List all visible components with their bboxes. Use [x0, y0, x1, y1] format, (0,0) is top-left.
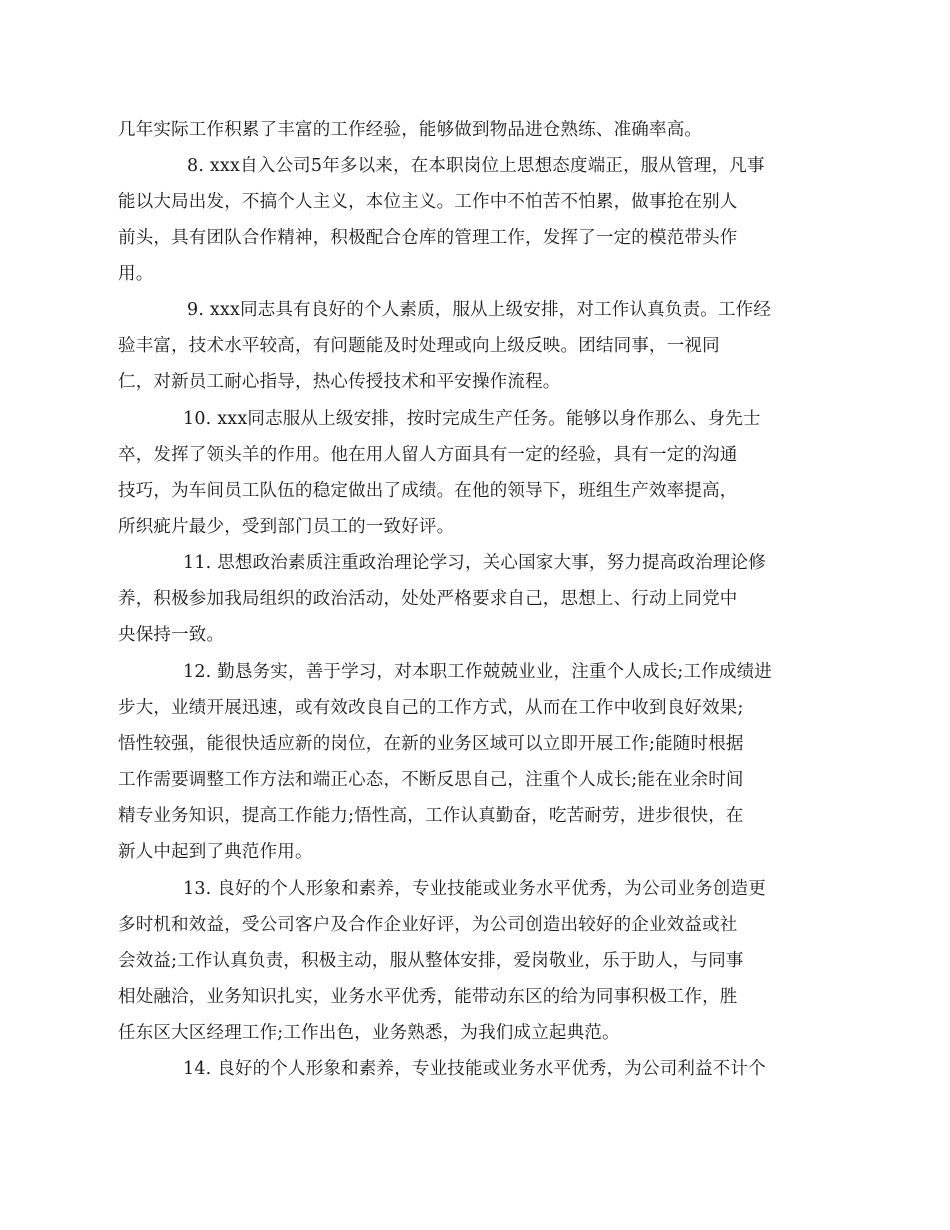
text-line: 所织疵片最少，受到部门员工的一致好评。	[118, 517, 455, 537]
text-line: 验丰富，技术水平较高，有问题能及时处理或向上级反映。团结同事，一视同	[118, 336, 720, 356]
text-line: 11. 思想政治素质注重政治理论学习，关心国家大事，努力提高政治理论修	[183, 553, 766, 573]
text-line: 12. 勤恳务实，善于学习，对本职工作兢兢业业，注重个人成长;工作成绩进	[183, 662, 772, 682]
text-line: 悟性较强，能很快适应新的岗位，在新的业务区域可以立即开展工作;能随时根据	[118, 734, 744, 754]
text-line: 10. xxx同志服从上级安排，按时完成生产任务。能够以身作那么、身先士	[183, 409, 761, 429]
text-line: 养，积极参加我局组织的政治活动，处处严格要求自己，思想上、行动上同党中	[118, 589, 738, 609]
text-line: 新人中起到了典范作用。	[118, 842, 313, 862]
text-line: 8. xxx自入公司5年多以来，在本职岗位上思想态度端正，服从管理，凡事	[187, 156, 765, 176]
text-line: 14. 良好的个人形象和素养，专业技能或业务水平优秀，为公司利益不计个	[183, 1059, 766, 1079]
text-line: 步大，业绩开展迅速，或有效改良自己的工作方式，从而在工作中收到良好效果;	[118, 698, 744, 718]
text-line: 几年实际工作积累了丰富的工作经验，能够做到物品进仓熟练、准确率高。	[118, 120, 703, 140]
text-line: 能以大局出发，不搞个人主义，本位主义。工作中不怕苦不怕累，做事抢在别人	[118, 192, 738, 212]
text-line: 任东区大区经理工作;工作出色，业务熟悉，为我们成立起典范。	[118, 1023, 620, 1043]
text-line: 仁，对新员工耐心指导，热心传授技术和平安操作流程。	[118, 372, 561, 392]
text-line: 多时机和效益，受公司客户及合作企业好评，为公司创造出较好的企业效益或社	[118, 915, 738, 935]
text-line: 工作需要调整工作方法和端正心态，不断反思自己，注重个人成长;能在业余时间	[118, 770, 744, 790]
text-line: 技巧，为车间员工队伍的稳定做出了成绩。在他的领导下，班组生产效率提高，	[118, 481, 738, 501]
text-line: 卒，发挥了领头羊的作用。他在用人留人方面具有一定的经验，具有一定的沟通	[118, 445, 738, 465]
text-line: 用。	[118, 264, 154, 284]
text-line: 会效益;工作认真负责，积极主动，服从整体安排，爱岗敬业，乐于助人，与同事	[118, 951, 744, 971]
text-line: 13. 良好的个人形象和素养，专业技能或业务水平优秀，为公司业务创造更	[183, 879, 766, 899]
text-line: 央保持一致。	[118, 625, 225, 645]
text-line: 精专业务知识，提高工作能力;悟性高，工作认真勤奋，吃苦耐劳，进步很快，在	[118, 806, 744, 826]
text-line: 9. xxx同志具有良好的个人素质，服从上级安排，对工作认真负责。工作经	[187, 300, 772, 320]
text-line: 前头，具有团队合作精神，积极配合仓库的管理工作，发挥了一定的模范带头作	[118, 228, 738, 248]
text-line: 相处融洽，业务知识扎实，业务水平优秀，能带动东区的给为同事积极工作，胜	[118, 987, 738, 1007]
